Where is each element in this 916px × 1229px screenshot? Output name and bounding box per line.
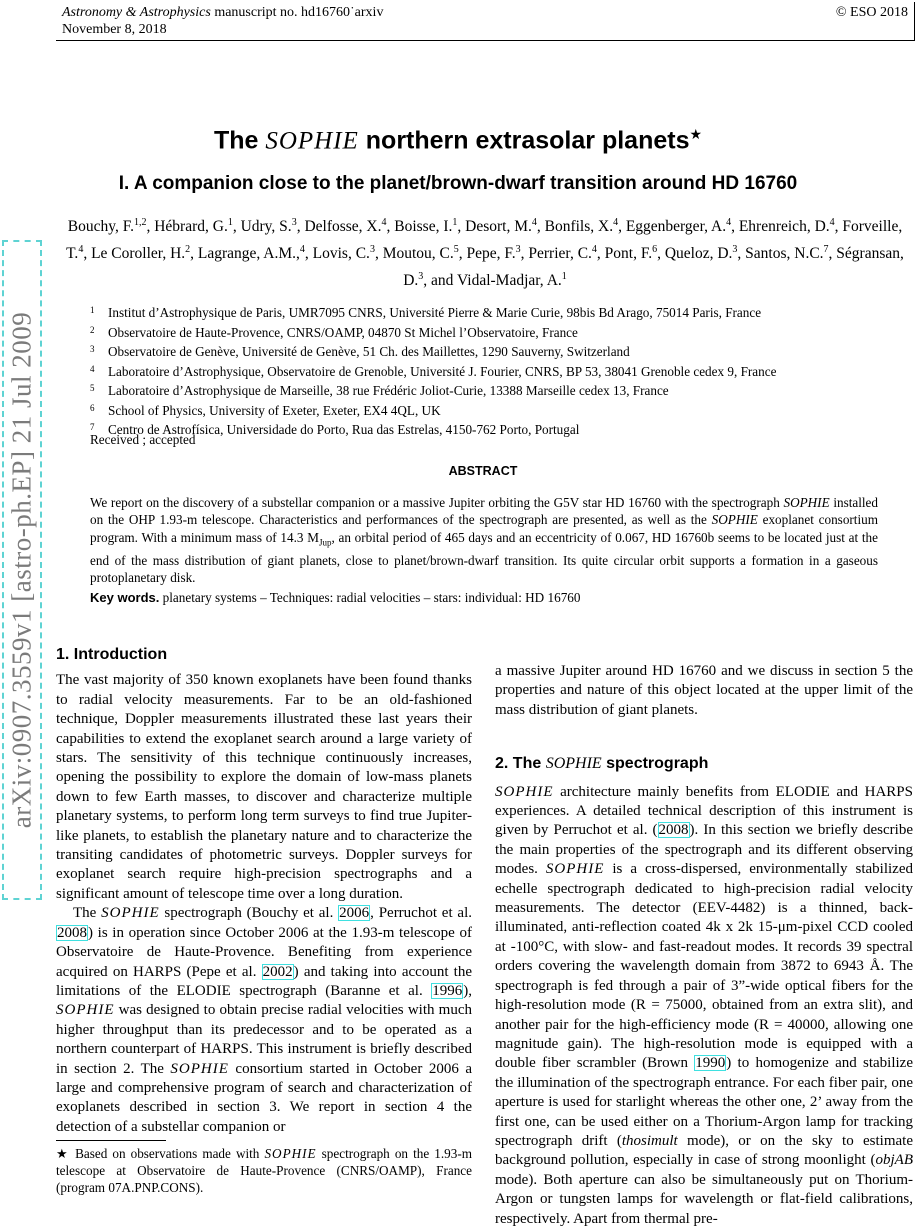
affiliations bbox=[90, 302, 776, 439]
author: Bonfils, X.$^4$ bbox=[544, 217, 619, 236]
author: Santos, N.C.$^7$ bbox=[745, 244, 829, 263]
author-affiliation-mark: 3 bbox=[515, 244, 521, 256]
affiliation-item: $^4$ Laboratoire d’Astrophysique, Observatoire de Grenoble, Université J. Fourier, CNRS, BP 53, 38041 Grenoble cedex 9, France bbox=[90, 363, 777, 379]
author-affiliation-mark: 3 bbox=[369, 244, 375, 256]
author-affiliation-mark: 4 bbox=[531, 217, 537, 228]
author: Queloz, D.$^3$ bbox=[664, 244, 738, 263]
author: Moutou, C.$^5$ bbox=[382, 244, 459, 263]
title-footnote-mark[interactable]: ★ bbox=[689, 126, 703, 142]
author: Udry, S.$^3$ bbox=[240, 217, 297, 236]
citation-link[interactable]: 2008 bbox=[658, 822, 689, 839]
intro-continuation: a massive Jupiter around HD 16760 and we discuss in section 5 the properties and nature of this object located at the upper limit of the mass distribution of giant planets. bbox=[495, 663, 913, 718]
author: Delfosse, X.$^4$ bbox=[304, 217, 387, 236]
citation-link[interactable]: 2008 bbox=[57, 924, 87, 941]
affiliation-item: $^6$ School of Physics, University of Exeter, Exeter, EX4 4QL, UK bbox=[90, 402, 441, 418]
author-affiliation-mark: 3 bbox=[291, 217, 297, 228]
author-affiliation-mark: 1 bbox=[452, 217, 458, 228]
affiliation-item: $^2$ Observatoire de Haute-Provence, CNRS/OAMP, 04870 St Michel l’Observatoire, France bbox=[90, 324, 578, 340]
author-affiliation-mark: 4 bbox=[829, 217, 835, 228]
journal-line bbox=[62, 5, 383, 21]
author-affiliation-mark: 7 bbox=[823, 244, 829, 256]
author: Lovis, C.$^3$ bbox=[312, 244, 375, 263]
author: and Vidal-Madjar, A.$^1$ bbox=[431, 271, 567, 290]
paper-subtitle: I. A companion close to the planet/brown-dwarf transition around HD 16760 bbox=[118, 173, 798, 194]
footnote-rule bbox=[56, 1140, 166, 1141]
author: Lagrange, A.M.,$^4$ bbox=[197, 244, 305, 263]
author: Forveille, T.$^4$ bbox=[66, 218, 903, 263]
author-affiliation-mark: 1,2 bbox=[133, 217, 147, 228]
author: Ségransan, D.$^3$ bbox=[403, 245, 904, 290]
author-affiliation-mark: 6 bbox=[652, 244, 658, 256]
author-affiliation-mark: 5 bbox=[453, 244, 459, 256]
author-list: Bouchy, F.$^{1,2}$, Hébrard, G.$^1$, Udry, S.$^3$, Delfosse, X.$^4$, Boisse, I.$^1$, Desort, M.$^4$, Bonfils, X.$^4$, Eggenberger, A.$^4$, Ehrenreich, D.$^4$, Forveille, T.$^4$, Le Coroller, H.$^2$, Lagrange, A.M.,$^4$, Lovis, C.$^3$, Moutou, C.$^5$, Pepe, F.$^3$, Perrier, C.$^4$, Pont, F.$^6$, Queloz, D.$^3$, Santos, N.C.$^7$, Ségransan, D.$^3$, and Vidal-Madjar, A.$^1$ bbox=[66, 217, 904, 290]
copyright: © ESO 2018 bbox=[835, 5, 908, 20]
author-affiliation-mark: 4 bbox=[78, 244, 84, 256]
citation-link[interactable]: 2006 bbox=[339, 905, 370, 922]
author-affiliation-mark: 1 bbox=[561, 271, 567, 283]
arxiv-stamp[interactable] bbox=[2, 240, 42, 900]
author: Perrier, C.$^4$ bbox=[528, 244, 597, 263]
received-line: Received ; accepted bbox=[90, 432, 196, 447]
footnote: ★ Based on observations made with SOPHIE spectrograph on the 1.93-m telescope at Observatoire de Haute-Provence (CNRS/OAMP), France (program 07A.PNP.CONS). bbox=[56, 1146, 472, 1195]
citation-link[interactable]: 2002 bbox=[262, 963, 293, 980]
right-column bbox=[495, 662, 913, 1229]
affiliation-item: $^1$ Institut d’Astrophysique de Paris, UMR7095 CNRS, Université Pierre & Marie Curie, 98bis Bd Arago, 75014 Paris, France bbox=[90, 305, 762, 320]
author: Bouchy, F.$^{1,2}$ bbox=[67, 217, 147, 236]
author: Pepe, F.$^3$ bbox=[466, 244, 521, 263]
section-1-heading: 1. Introduction bbox=[56, 646, 168, 663]
author-affiliation-mark: 4 bbox=[381, 217, 387, 228]
intro-paragraph-1: The vast majority of 350 known exoplanets have been found thanks to radial velocity measurements. Far to be an old-fashioned technique, Doppler measurements illustrated these last years their capabilities to extend the exoplanet search around a large variety of stars. The sensitivity of this technique continuously increases, opening the possibility to explore the domain of low-mass planets down to few Earth masses, to discover and characterize multiple planetary systems, to perform long term surveys to find true Jupiter-like planets, to establish the planetary nature and to characterize the transiting candidates of photometric surveys. Doppler surveys for exoplanet search require high-precision spectrographs and a significant amount of telescope time over a long duration. bbox=[56, 672, 472, 902]
journal-name: Astronomy & Astrophysics bbox=[62, 5, 211, 20]
abstract-text: We report on the discovery of a substellar companion or a massive Jupiter orbiting the G5V star HD 16760 with the spectrograph SOPHIE installed on the OHP 1.93-m telescope. Characteristics and performances of the spectrograph are presented, as well as the SOPHIE exoplanet consortium program. With a minimum mass of 14.3 $M_{Jup}$, an orbital period of 465 days and an eccentricity of 0.067, HD 16760b seems to be located just at the end of the mass distribution of giant planets, close to planet/brown-dwarf transition. Its quite circular orbit supports a formation in a gaseous protoplanetary disk. bbox=[90, 495, 879, 586]
author-affiliation-mark: 2 bbox=[185, 244, 191, 256]
author: Pont, F.$^6$ bbox=[604, 244, 658, 263]
abstract-heading: ABSTRACT bbox=[448, 464, 518, 478]
author-affiliation-mark: 4 bbox=[613, 217, 619, 228]
author: Le Coroller, H.$^2$ bbox=[91, 244, 191, 263]
author: Boisse, I.$^1$ bbox=[394, 217, 458, 236]
arxiv-id[interactable]: arXiv:0907.3559v1 [astro-ph.EP] 21 Jul 2009 bbox=[6, 311, 37, 829]
author: Desort, M.$^4$ bbox=[465, 217, 537, 236]
author-affiliation-mark: 4 bbox=[299, 244, 305, 256]
spectrograph-paragraph: SOPHIE architecture mainly benefits from ELODIE and HARPS experiences. A detailed technical description of this instrument is given by Perruchot et al. (2008). In this section we briefly describe the main properties of the spectrograph and its different observing modes. SOPHIE is a cross-dispersed, environmentally stabilized echelle spectrograph dedicated to high-precision radial velocity measurements. The detector (EEV-4482) is a thinned, back-illuminated, anti-reflection coated 4k x 2k 15-μm-pixel CCD cooled at -100°C, with slow- and fast-readout modes. It records 39 spectral orders covering the wavelength domain from 3872 to 6943 Å. The spectrograph is fed through a pair of 3”-wide optical fibers for the high-resolution mode (R = 75000, obtained from an extra slit), and another pair for the high-efficiency mode (R = 40000, allowing one magnitude gain). The high-resolution mode is equipped with a double fiber scrambler (Brown 1990) to homogenize and stabilize the illumination of the spectrograph entrance. For each fiber pair, one aperture is used for starlight whereas the other one, 2’ away from the first one, can be used either on a Thorium-Argon lamp for tracking spectrograph drift (thosimult mode), or on the sky to estimate background pollution, especially in case of strong moonlight (objAB mode). Both aperture can also be simultaneously put on Thorium-Argon or tungsten lamps for wavelength or flat-field calibrations, respectively. Apart from thermal pre- bbox=[495, 783, 913, 1227]
manuscript-id: manuscript no. hd16760˙arxiv bbox=[214, 5, 384, 20]
author: Hébrard, G.$^1$ bbox=[154, 217, 233, 236]
keywords-label: Key words. bbox=[90, 590, 160, 605]
header-date: November 8, 2018 bbox=[62, 22, 167, 37]
author-affiliation-mark: 3 bbox=[418, 271, 424, 283]
section-2-heading: 2. The SOPHIE spectrograph bbox=[495, 755, 709, 773]
author-affiliation-mark: 1 bbox=[227, 217, 233, 228]
intro-paragraph-2: The SOPHIE spectrograph (Bouchy et al. 2006, Perruchot et al. 2008) is in operation since October 2006 at the 1.93-m telescope of Observatoire de Haute-Provence. Benefiting from experience acquired on HARPS (Pepe et al. 2002) and taking into account the limitations of the ELODIE spectrograph (Baranne et al. 1996), SOPHIE was designed to obtain precise radial velocities with much higher throughput than its predecessor and to be operated as a northern counterpart of HARPS. This instrument is briefly described in section 2. The SOPHIE consortium started in October 2006 a large and comprehensive program of search and characterization of exoplanets described in section 3. We report in section 4 the detection of a substellar companion or bbox=[56, 905, 472, 1135]
left-column bbox=[56, 645, 472, 1137]
affiliation-item: $^5$ Laboratoire d’Astrophysique de Marseille, 38 rue Frédéric Joliot-Curie, 13388 Marseille cedex 13, France bbox=[90, 383, 669, 398]
author-affiliation-mark: 4 bbox=[726, 217, 732, 228]
citation-link[interactable]: 1996 bbox=[432, 982, 463, 999]
author: Ehrenreich, D.$^4$ bbox=[738, 217, 835, 236]
author-affiliation-mark: 4 bbox=[591, 244, 597, 256]
author-affiliation-mark: 3 bbox=[732, 244, 738, 256]
keywords: Key words. planetary systems – Techniques: radial velocities – stars: individual: HD 16760 bbox=[90, 590, 581, 605]
author: Eggenberger, A.$^4$ bbox=[625, 217, 732, 236]
affiliation-item: $^7$ Centro de Astrofísica, Universidade do Porto, Rua das Estrelas, 4150-762 Porto, Portugal bbox=[90, 422, 580, 437]
affiliation-item: $^3$ Observatoire de Genève, Université de Genève, 51 Ch. des Maillettes, 1290 Sauverny, Switzerland bbox=[90, 344, 630, 359]
paper-title: The SOPHIE northern extrasolar planets★ bbox=[213, 126, 703, 155]
citation-link[interactable]: 1990 bbox=[695, 1055, 726, 1072]
